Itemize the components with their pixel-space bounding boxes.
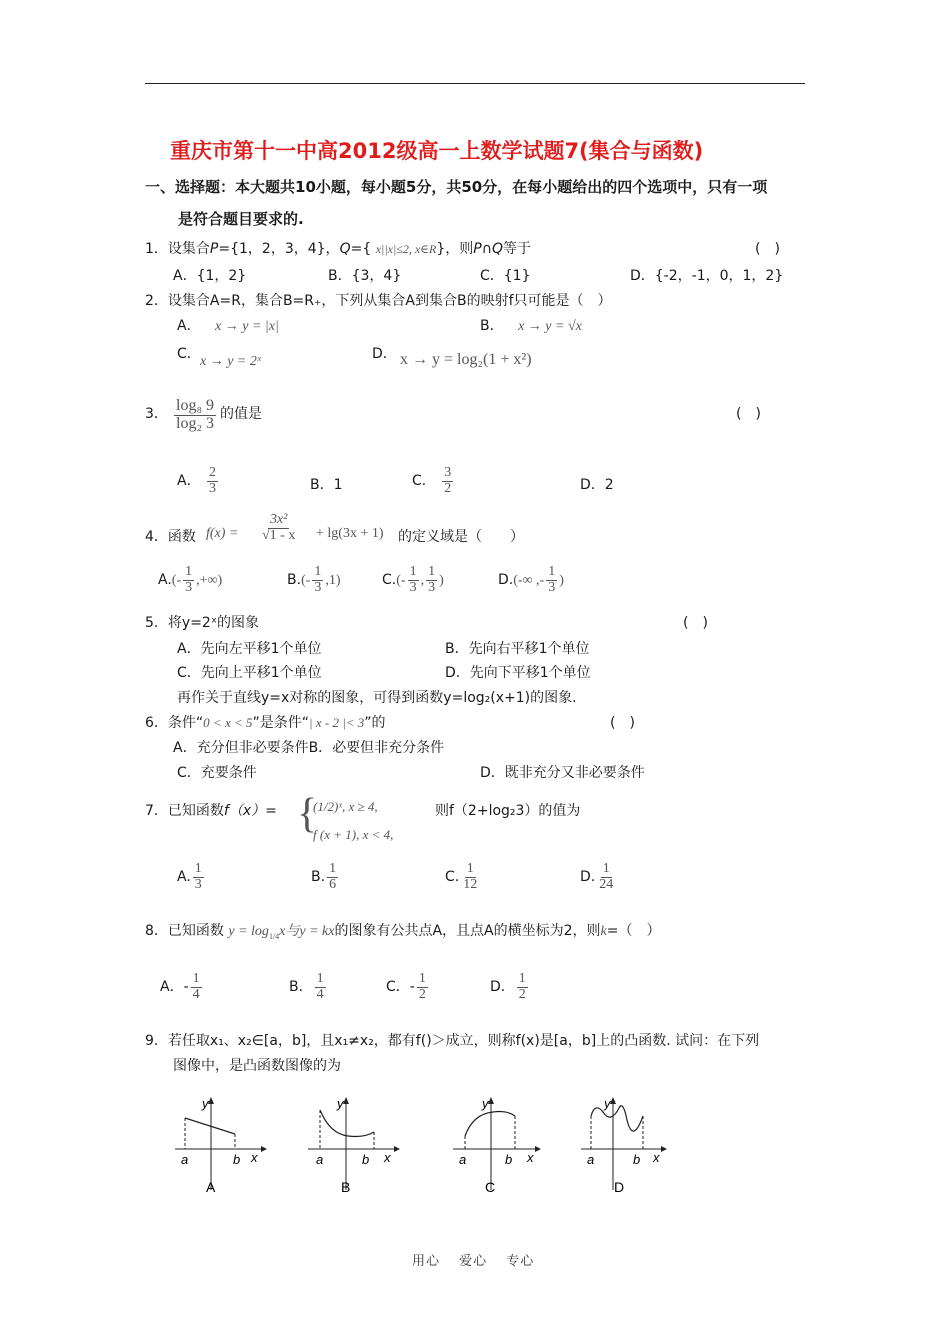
y-axis-arrow xyxy=(208,1097,214,1104)
graph-label: B xyxy=(341,1179,351,1195)
q9-continuation: 图像中，是凸函数图像的为 xyxy=(173,1058,341,1074)
q5-option-b: B．先向右平移1个单位 xyxy=(445,641,590,657)
q1-cap: ∩ xyxy=(481,241,492,257)
q4-tail-expr: + lg(3x + 1) xyxy=(316,526,384,541)
y-label: y xyxy=(604,1096,611,1111)
q1-set-p-values: ={1，2，3，4}， xyxy=(218,241,340,257)
q7-d-num: 1 xyxy=(602,861,610,876)
q8-expr2: x与y = kx xyxy=(279,924,335,939)
q4-frac-den: √1 - x xyxy=(262,527,296,543)
q5-option-d: D．先向下平移1个单位 xyxy=(445,665,591,681)
q1-option-a: A．{1，2} xyxy=(173,268,247,284)
q7-brace: { xyxy=(297,791,318,837)
q8-c-den: 2 xyxy=(418,986,426,1002)
q8-a-label: A． xyxy=(160,979,184,996)
q4-fraction xyxy=(258,513,299,543)
header-rule xyxy=(145,83,805,84)
q7-option-c xyxy=(445,862,481,892)
q8-b-den: 4 xyxy=(316,986,324,1002)
y-label: y xyxy=(482,1096,489,1111)
q2-option-c-label: C． xyxy=(177,346,201,362)
q6-stem-c: ”的 xyxy=(364,715,386,731)
x-label: x xyxy=(251,1150,258,1165)
a-label: a xyxy=(181,1152,189,1167)
y-axis-arrow xyxy=(488,1097,494,1104)
q7-option-d xyxy=(580,862,617,892)
q7-b-num: 1 xyxy=(329,861,337,876)
q4-b-open: (- xyxy=(301,573,311,589)
q3-number: 3． xyxy=(145,406,168,422)
q4-b-close: ,1) xyxy=(325,573,341,589)
q3-a-den: 3 xyxy=(209,480,217,496)
q1-stem: 1．设集合 xyxy=(145,241,210,257)
q3-a-num: 2 xyxy=(209,465,217,480)
q4-tail: 的定义域是（ ） xyxy=(398,529,524,545)
q4-a-label: A. xyxy=(158,572,172,589)
q8-stem: 8．已知函数 xyxy=(145,923,224,939)
q2-d-expr: x → y = log₂(1 + x²) xyxy=(400,351,532,368)
q4-a-den: 3 xyxy=(185,579,193,595)
q1-p2: P xyxy=(473,241,482,257)
b-label: b xyxy=(505,1152,513,1167)
q7-c-den: 12 xyxy=(463,876,478,892)
q6-cond2: | x - 2 |< 3 xyxy=(309,715,365,730)
q7-option-a xyxy=(177,862,206,892)
q4-frac-num: 3x² xyxy=(269,512,288,527)
q1-option-b: B．{3，4} xyxy=(328,268,402,284)
q6-option-ab: A．充分但非必要条件B．必要但非充分条件 xyxy=(173,740,445,756)
q7-fx: f（x）= xyxy=(223,803,277,819)
q4-c-close: ) xyxy=(439,573,444,589)
x-label: x xyxy=(527,1150,534,1165)
q3-a-label: A． xyxy=(177,473,201,490)
q7-b-label: B. xyxy=(311,869,326,886)
q2-b-expr: x → y = √x xyxy=(518,319,582,334)
q4-c-label: C. xyxy=(382,572,397,589)
q4-c-num1: 1 xyxy=(409,564,417,579)
q9-graph-b xyxy=(300,1090,410,1200)
q7-c-num: 1 xyxy=(466,861,474,876)
question-6 xyxy=(145,712,386,732)
q5-answer-bracket: ( ) xyxy=(683,615,708,631)
q7-c-label: C. xyxy=(445,869,460,886)
q7-tail: 则f（2+log₂3）的值为 xyxy=(435,803,581,819)
a-label: a xyxy=(587,1152,595,1167)
q4-d-label: D. xyxy=(498,572,514,589)
q5-option-c: C．先向上平移1个单位 xyxy=(177,665,322,681)
q8-tail2: =（ ） xyxy=(606,923,661,939)
q8-a-sign: - xyxy=(183,979,189,996)
b-label: b xyxy=(362,1152,370,1167)
q4-option-a xyxy=(158,565,222,595)
q3-c-num: 3 xyxy=(444,465,452,480)
q6-stem-a: 6．条件“ xyxy=(145,715,204,731)
q7-d-label: D. xyxy=(580,869,596,886)
q1-option-d: D．{-2，-1，0，1，2} xyxy=(630,268,784,284)
q1-close: }，则 xyxy=(436,241,474,257)
q4-option-b xyxy=(287,565,341,595)
q3-tail: 的值是 xyxy=(220,406,262,422)
q3-frac-num: log₈ 9 xyxy=(176,397,215,414)
y-axis-arrow xyxy=(610,1097,616,1104)
y-axis-arrow xyxy=(343,1097,349,1104)
q6-option-d: D．既非充分又非必要条件 xyxy=(480,765,645,781)
q7-a-num: 1 xyxy=(194,861,202,876)
q7-stem: 7．已知函数 xyxy=(145,803,224,819)
q4-d-close: ) xyxy=(559,573,564,589)
q8-expr: y = log xyxy=(228,924,269,939)
section-heading: 一、选择题：本大题共10小题，每小题5分，共50分，在每小题给出的四个选项中，只有一项 xyxy=(145,178,768,196)
q2-option-d-label: D． xyxy=(372,346,397,362)
question-2: 2．设集合A=R，集合B=R₊，下列从集合A到集合B的映射f只可能是（ ） xyxy=(145,293,612,309)
q7-b-den: 6 xyxy=(329,876,337,892)
q2-option-a xyxy=(177,315,279,335)
q2-option-b xyxy=(480,315,582,335)
y-label: y xyxy=(202,1096,209,1111)
q8-b-label: B． xyxy=(289,979,313,996)
q3-answer-bracket: ( ) xyxy=(736,406,761,422)
a-label: a xyxy=(316,1152,324,1167)
q9-graph-c xyxy=(445,1090,555,1200)
q6-stem-b: ”是条件“ xyxy=(252,715,310,731)
q1-tail: 等于 xyxy=(503,241,532,257)
curve xyxy=(591,1106,643,1131)
q6-answer-bracket: ( ) xyxy=(610,715,635,731)
q8-k: k xyxy=(600,924,607,939)
q7-d-den: 24 xyxy=(599,876,614,892)
q8-d-den: 2 xyxy=(518,986,526,1002)
x-axis-arrow xyxy=(394,1146,400,1152)
x-label: x xyxy=(653,1150,660,1165)
q3-fraction xyxy=(172,398,218,433)
a-label: a xyxy=(459,1152,467,1167)
q8-c-label: C． xyxy=(386,979,410,996)
q8-option-a xyxy=(160,972,204,1002)
q4-d-den: 3 xyxy=(548,579,556,595)
q1-q2: Q xyxy=(492,241,504,257)
q3-option-b: B．1 xyxy=(310,477,343,493)
q4-a-close: ,+∞) xyxy=(196,573,223,589)
q8-d-label: D． xyxy=(490,979,515,996)
q2-b-label: B． xyxy=(480,318,504,334)
q5-stem: 5．将y=2ˣ的图象 xyxy=(145,615,260,631)
q7-case2: f (x + 1), x < 4, xyxy=(313,827,394,842)
question-1 xyxy=(145,238,531,258)
question-7 xyxy=(145,800,277,820)
q2-c-expr: x → y = 2ˣ xyxy=(200,354,261,369)
q1-brace: ={ xyxy=(350,241,372,257)
q8-a-num: 1 xyxy=(192,971,200,986)
q4-d-num: 1 xyxy=(548,564,556,579)
q4-stem: 4．函数 xyxy=(145,529,196,545)
graph-label: C xyxy=(485,1179,496,1195)
q4-option-c xyxy=(382,565,444,595)
q8-option-d xyxy=(490,972,530,1002)
q6-option-c: C．充要条件 xyxy=(177,765,257,781)
q8-option-b xyxy=(289,972,328,1002)
q4-option-d xyxy=(498,565,564,595)
q4-c-open: (- xyxy=(396,573,406,589)
q8-a-den: 4 xyxy=(192,986,200,1002)
q8-tail: 的图象有公共点A，且点A的横坐标为2，则 xyxy=(334,923,601,939)
q4-c-den2: 3 xyxy=(428,579,436,595)
b-label: b xyxy=(233,1152,241,1167)
q5-option-a: A．先向左平移1个单位 xyxy=(177,641,322,657)
q4-c-num2: 1 xyxy=(428,564,436,579)
q3-option-c xyxy=(412,466,455,496)
page-title: 重庆市第十一中高2012级高一上数学试题7(集合与函数) xyxy=(170,139,704,163)
q7-option-b xyxy=(311,862,340,892)
x-axis-arrow xyxy=(261,1146,267,1152)
q3-frac-den: log₂ 3 xyxy=(176,414,215,432)
q7-case1: (1/2)ˣ, x ≥ 4, xyxy=(313,799,378,814)
q4-d-open: (-∞ ,- xyxy=(513,573,545,589)
q8-option-c xyxy=(386,972,430,1002)
q6-cond1: 0 < x < 5 xyxy=(203,715,253,730)
x-axis-arrow xyxy=(535,1146,541,1152)
q1-setbuilder: x||x|≤2, x∈R xyxy=(375,242,437,256)
section-heading-cont: 是符合题目要求的. xyxy=(178,210,304,228)
q8-c-sign: - xyxy=(409,979,415,996)
q4-c-den1: 3 xyxy=(409,579,417,595)
curve xyxy=(185,1118,235,1134)
page-footer: 用心 爱心 专心 xyxy=(412,1254,535,1269)
q5-continuation: 再作关于直线y=x对称的图象，可得到函数y=log₂(x+1)的图象. xyxy=(177,690,577,706)
question-8 xyxy=(145,920,661,941)
q4-b-den: 3 xyxy=(314,579,322,595)
y-label: y xyxy=(337,1096,344,1111)
q1-option-c: C．{1} xyxy=(480,268,531,284)
q7-a-den: 3 xyxy=(194,876,202,892)
q2-a-expr: x → y = |x| xyxy=(215,319,279,334)
q4-b-label: B. xyxy=(287,572,302,589)
q9-graph-a xyxy=(165,1090,275,1200)
q4-fx: f(x) = xyxy=(206,526,239,541)
q7-a-label: A. xyxy=(177,869,191,886)
q1-set-q: Q xyxy=(339,241,351,257)
q4-b-num: 1 xyxy=(314,564,322,579)
q3-option-d: D．2 xyxy=(580,477,614,493)
q9-stem: 9．若任取x₁、x₂∈[a，b]，且x₁≠x₂，都有f()＞成立，则称f(x)是[a，b]上的凸函数. 试问：在下列 xyxy=(145,1033,760,1049)
q4-a-num: 1 xyxy=(185,564,193,579)
q4-c-comma: , xyxy=(420,573,425,589)
curve xyxy=(320,1110,374,1137)
q3-c-den: 2 xyxy=(444,480,452,496)
b-label: b xyxy=(633,1152,641,1167)
q3-option-a xyxy=(177,466,220,496)
graph-label: D xyxy=(614,1179,625,1195)
q8-d-num: 1 xyxy=(518,971,526,986)
curve xyxy=(465,1112,515,1137)
q8-b-num: 1 xyxy=(316,971,324,986)
q4-a-open: (- xyxy=(171,573,182,589)
q1-answer-bracket: ( ) xyxy=(755,241,780,257)
q3-c-label: C． xyxy=(412,473,436,490)
q9-graph-d xyxy=(575,1090,685,1200)
q8-c-num: 1 xyxy=(418,971,426,986)
graph-label: A xyxy=(206,1179,216,1195)
q2-a-label: A． xyxy=(177,318,201,334)
x-label: x xyxy=(384,1150,391,1165)
x-axis-arrow xyxy=(661,1146,667,1152)
q1-set-p: P xyxy=(209,241,219,257)
q8-base: 1/4 xyxy=(268,931,280,941)
